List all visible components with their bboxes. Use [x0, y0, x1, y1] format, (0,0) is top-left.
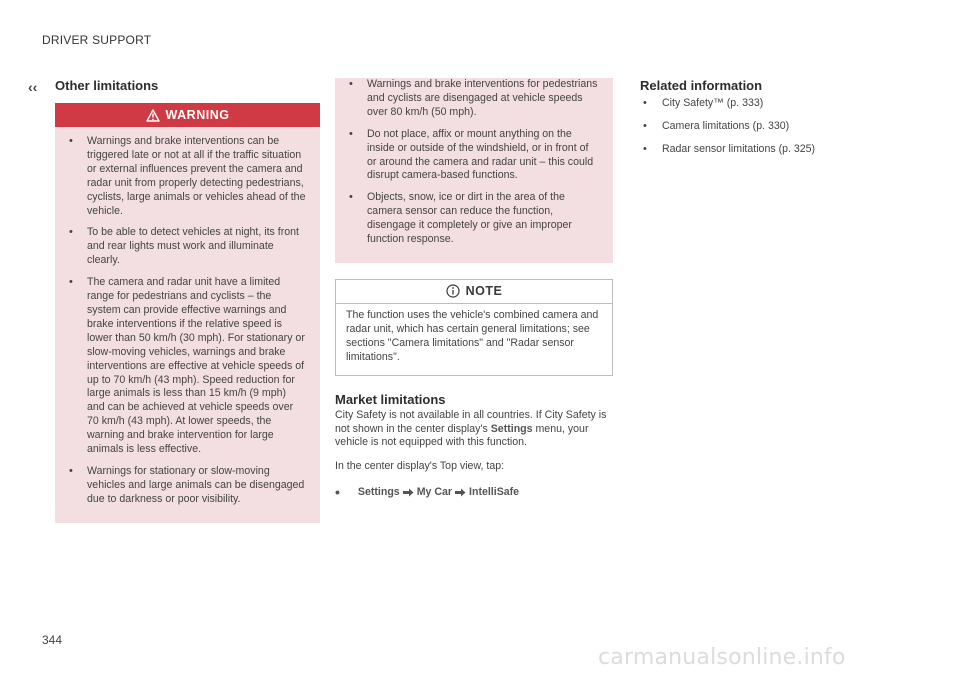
- list-item: • Do not place, affix or mount anything on the inside or outside of the windshield, or in front of or around the camera and radar unit – this could disrupt camera-based functions.: [347, 128, 599, 184]
- list-item: • Warnings and brake interventions for pedestrians and cyclists are disengaged at vehicle speeds over 80 km/h (50 mph).: [347, 78, 599, 120]
- market-paragraph: [335, 409, 613, 451]
- arrow-right-icon: [455, 488, 466, 497]
- market-limitations-title: Market limitations: [335, 391, 446, 407]
- arrow-right-icon: [403, 488, 414, 497]
- path-intellisafe: IntelliSafe: [469, 486, 520, 499]
- menu-path: [335, 484, 613, 500]
- note-header: [336, 280, 612, 304]
- market-text-2: menu, your vehicle is not equipped with this function.: [335, 422, 589, 449]
- note-box: [335, 279, 613, 376]
- back-chevron-icon[interactable]: ‹‹: [28, 79, 38, 95]
- bullet: •: [335, 484, 340, 501]
- warning-box-continued: [335, 78, 613, 263]
- warning-header: [55, 103, 320, 127]
- list-item: • To be able to detect vehicles at night, its front and rear lights must work and illuminate clearly.: [67, 226, 306, 268]
- warning-list-continued: [335, 78, 613, 247]
- page-number: 344: [42, 633, 63, 647]
- market-text-1: City Safety is not available in all countries. If City Safety is not shown in the center display's: [335, 408, 607, 435]
- list-item: • Warnings and brake interventions can be triggered late or not at all if the traffic situation or external influences prevent the camera and radar unit from properly detecting pedestrians, cyclists, large animals or vehicles ahead of the vehicle.: [67, 135, 306, 218]
- related-link-camera-limitations[interactable]: • Camera limitations (p. 330): [640, 120, 910, 134]
- list-item: • The camera and radar unit have a limited range for pedestrians and cyclists – the system can provide effective warnings and brake interventions if the relative speed is lower than 50 km/h (30 mph). For stationary or slow-moving vehicles, warnings and brake interventions are effective at vehicle speeds of up to 70 km/h (43 mph). Speed reduction for large animals is less than 15 km/h (9 mph) and can be achieved at vehicle speeds over 70 km/h (43 mph). At lower speeds, the warning and brake intervention for large animals is less effective.: [67, 276, 306, 457]
- column-middle: [335, 78, 613, 500]
- column-left: [55, 78, 320, 523]
- note-text: The function uses the vehicle's combined camera and radar unit, which has certain general limitations; see sections "Camera limitations" and "Radar sensor limitations".: [346, 308, 599, 363]
- warning-box: [55, 103, 320, 523]
- settings-term: Settings: [490, 422, 533, 435]
- related-list: [640, 97, 910, 157]
- path-settings: Settings: [357, 486, 400, 499]
- related-link-city-safety[interactable]: • City Safety™ (p. 333): [640, 97, 910, 111]
- related-link-radar-limitations[interactable]: • Radar sensor limitations (p. 325): [640, 143, 910, 157]
- watermark: carmanualsonline.info: [598, 645, 846, 670]
- note-label: NOTE: [465, 284, 503, 299]
- section-header: DRIVER SUPPORT: [42, 33, 152, 47]
- column-right: [640, 78, 910, 166]
- related-information-title: Related information: [640, 78, 763, 93]
- warning-list: [55, 127, 320, 507]
- section-title: Other limitations: [55, 78, 159, 93]
- list-item: • Objects, snow, ice or dirt in the area of the camera sensor can reduce the function, disengage it completely or give an improper function response.: [347, 191, 599, 247]
- list-item: • Warnings for stationary or slow-moving vehicles and large animals can be disengaged due to darkness or poor visibility.: [67, 465, 306, 507]
- warning-label: WARNING: [165, 108, 230, 122]
- warning-triangle-icon: [146, 109, 160, 122]
- info-circle-icon: [446, 284, 460, 298]
- top-view-paragraph: In the center display's Top view, tap:: [335, 460, 505, 473]
- path-my-car: My Car: [416, 486, 453, 499]
